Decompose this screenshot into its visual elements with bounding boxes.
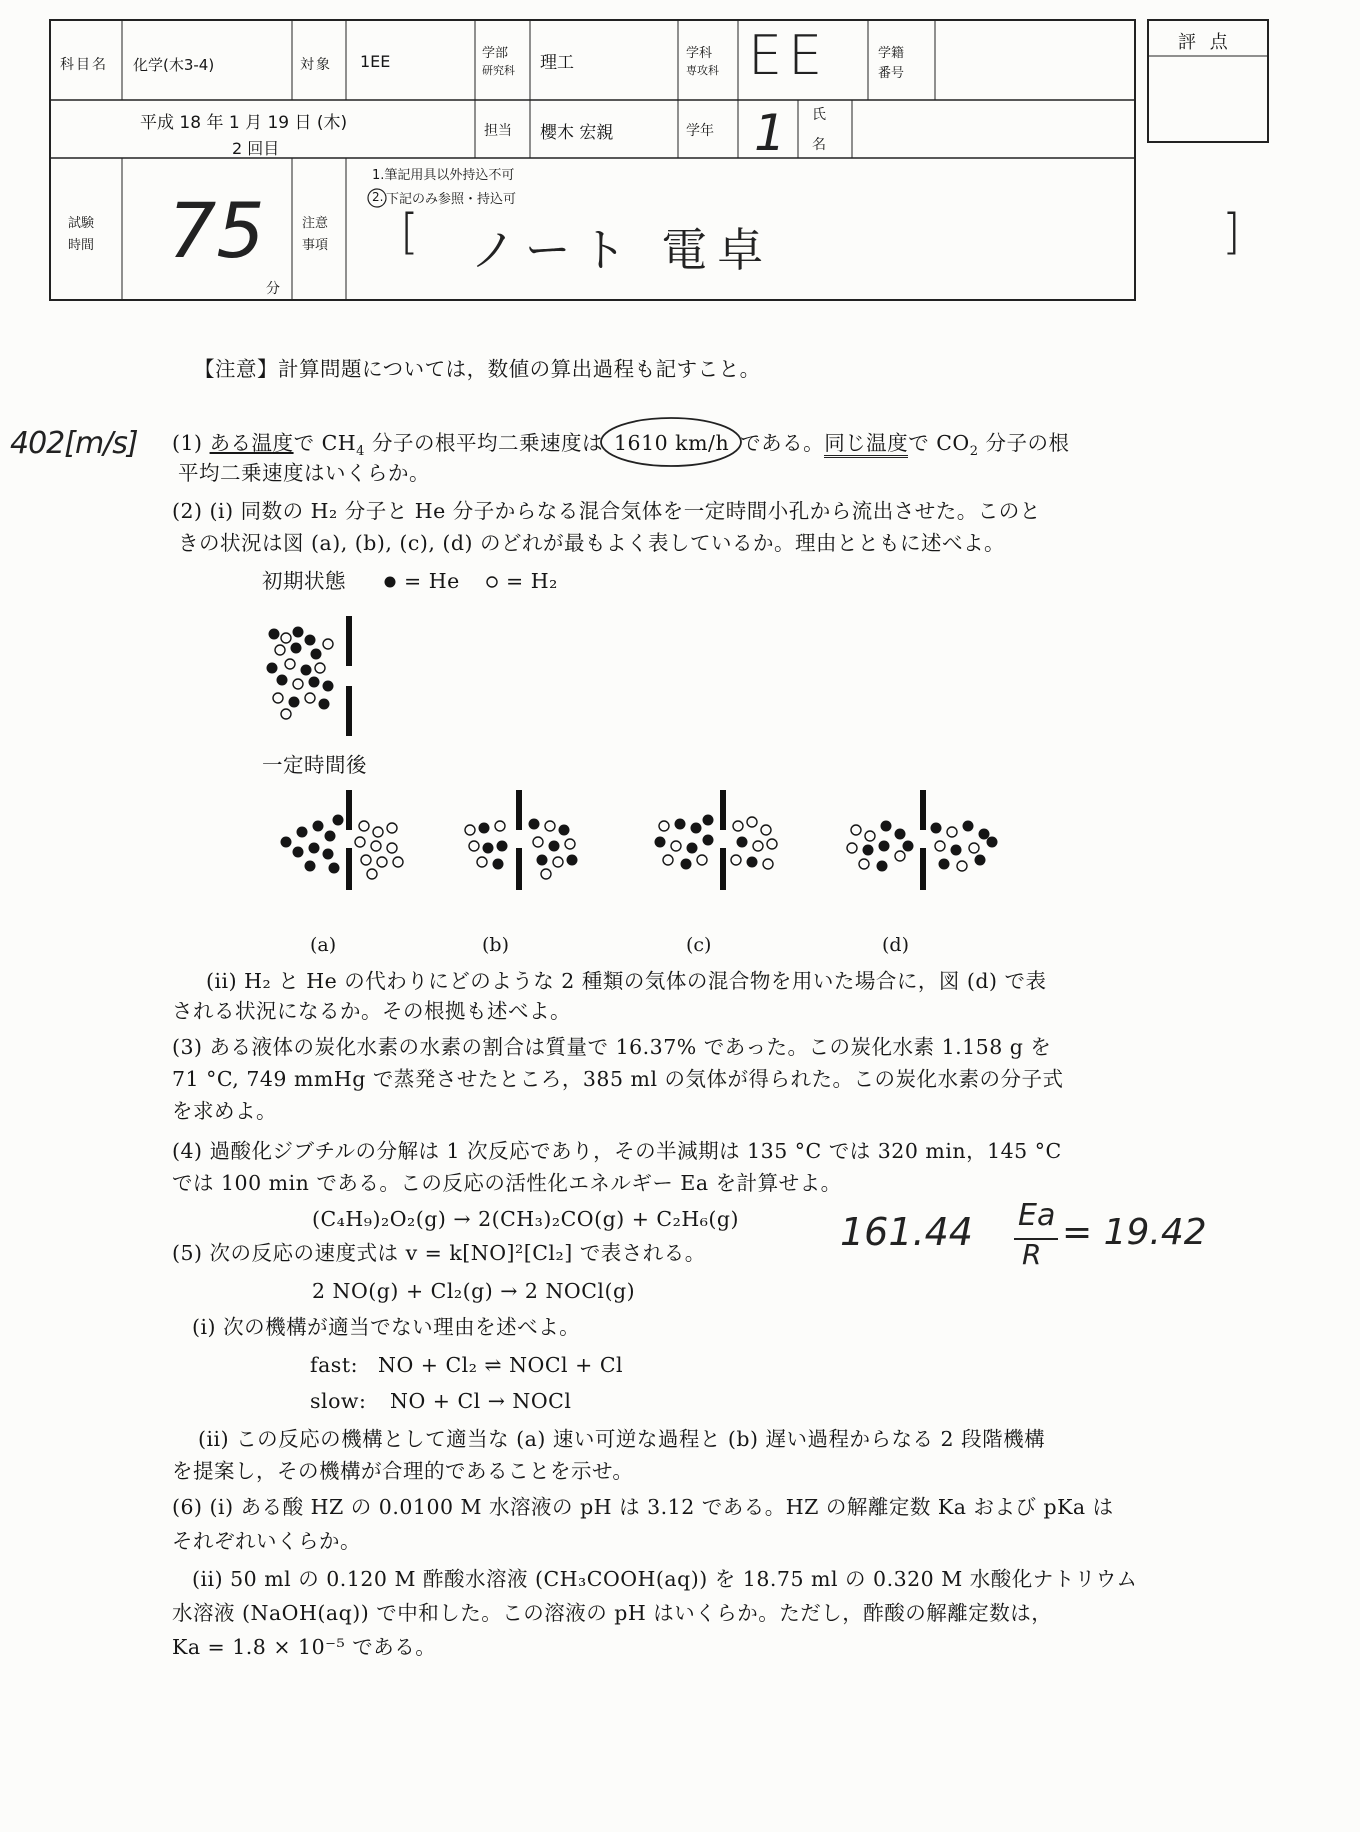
panel-d-figure xyxy=(836,790,1006,890)
h2-molecule xyxy=(285,659,295,669)
question-5-ii-line-2: を提案し，その機構が合理的であることを示せ。 xyxy=(172,1459,634,1483)
margin-note-handwritten: 402[m/s] xyxy=(10,426,138,461)
he-molecule xyxy=(881,821,892,832)
rule-1: 1.筆記用具以外持込不可 xyxy=(372,168,515,183)
question-5-ii-line-1: (ii) この反応の機構として適当な (a) 速い可逆な過程と (b) 遅い過程からなる 2 段階機構 xyxy=(198,1427,1046,1451)
he-molecule xyxy=(267,663,278,674)
notice: 【注意】計算問題については，数値の算出過程も記すこと。 xyxy=(194,357,761,381)
h2-molecule xyxy=(663,855,673,865)
he-molecule xyxy=(309,677,320,688)
question-6-line-1: (6) (i) ある酸 HZ の 0.0100 M 水溶液の pH は 3.12 である。HZ の解離定数 Ka および pKa は xyxy=(172,1495,1114,1519)
h2-molecule xyxy=(323,639,333,649)
he-molecule xyxy=(291,643,302,654)
question-2-ii-line-1: (ii) H₂ と He の代わりにどのような 2 種類の気体の混合物を用いた場合に，図 (d) で表 xyxy=(206,969,1047,993)
h2-molecule xyxy=(495,821,505,831)
he-molecule xyxy=(691,823,702,834)
h2-molecule xyxy=(275,645,285,655)
he-molecule xyxy=(311,649,322,660)
h2-molecule xyxy=(469,841,479,851)
question-2-line-2: きの状況は図 (a), (b), (c), (d) のどれが最もよく表しているか。理由とともに述べよ。 xyxy=(178,531,1006,555)
he-molecule xyxy=(305,635,316,646)
question-3-line-1: (3) ある液体の炭化水素の水素の割合は質量で 16.37% であった。この炭化水素 1.158 g を xyxy=(172,1035,1052,1059)
hw-ea-numerator: Ea xyxy=(1018,1198,1056,1233)
h2-molecule xyxy=(763,859,773,869)
h2-molecule xyxy=(671,841,681,851)
he-molecule xyxy=(963,821,974,832)
q1-underline-1: ある温度 xyxy=(209,431,294,455)
h2-molecule xyxy=(969,843,979,853)
he-molecule xyxy=(537,855,548,866)
question-4-equation: (C₄H₉)₂O₂(g) → 2(CH₃)₂CO(g) + C₂H₆(g) xyxy=(312,1207,740,1231)
h2-molecule xyxy=(273,693,283,703)
question-6-line-2: それぞれいくらか。 xyxy=(172,1529,361,1553)
he-molecule xyxy=(269,629,280,640)
panel-b-figure xyxy=(458,790,598,890)
h2-molecule xyxy=(361,855,371,865)
he-molecule xyxy=(939,859,950,870)
subject-value: 化学(木3-4) xyxy=(133,56,215,74)
slow-label: slow: xyxy=(310,1389,367,1413)
question-3-line-2: 71 °C, 749 mmHg で蒸発させたところ，385 ml の気体が得られた。この炭化水素の分子式 xyxy=(172,1067,1064,1091)
he-molecule xyxy=(863,845,874,856)
he-molecule xyxy=(281,837,292,848)
h2-molecule xyxy=(377,857,387,867)
time-handwritten: 75 xyxy=(168,186,265,275)
h2-molecule xyxy=(545,821,555,831)
question-3-line-3: を求めよ。 xyxy=(172,1099,277,1123)
instructor-name: 櫻木 宏親 xyxy=(540,123,614,143)
faculty-value: 理工 xyxy=(540,53,574,73)
h2-molecule xyxy=(733,821,743,831)
he-molecule xyxy=(497,841,508,852)
subject-label: 科目名 xyxy=(60,57,108,73)
panel-a-label: (a) xyxy=(310,934,337,956)
fast-equation: NO + Cl₂ ⇌ NOCl + Cl xyxy=(378,1353,624,1377)
panel-b-label: (b) xyxy=(482,934,509,956)
hw-answer-161: 161.44 xyxy=(840,1210,973,1254)
he-molecule xyxy=(567,855,578,866)
he-molecule xyxy=(687,843,698,854)
fast-label: fast: xyxy=(310,1353,358,1377)
panel-c-label: (c) xyxy=(686,934,712,956)
he-molecule xyxy=(313,821,324,832)
initial-state-figure xyxy=(258,614,368,744)
notes-label-2: 事項 xyxy=(302,238,329,253)
he-molecule xyxy=(529,819,540,830)
he-molecule xyxy=(301,665,312,676)
score-label: 評 点 xyxy=(1178,32,1232,53)
panel-c-figure xyxy=(646,790,786,890)
h2-molecule xyxy=(697,855,707,865)
he-molecule xyxy=(483,843,494,854)
question-1-line-1: (1) ある温度で $CH_4$ 分子の根平均二乗速度は 1610 km/h である。同じ温度で $CO_2$ 分子の根 xyxy=(172,428,1070,467)
panel-a-figure xyxy=(268,790,408,890)
legend-he-dot xyxy=(382,574,398,590)
h2-molecule xyxy=(359,821,369,831)
he-molecule xyxy=(879,841,890,852)
he-molecule xyxy=(675,819,686,830)
he-molecule xyxy=(903,841,914,852)
h2-molecule xyxy=(387,843,397,853)
instructor-label: 担当 xyxy=(484,123,512,139)
name-label: 氏 xyxy=(812,107,826,123)
question-4-line-1: (4) 過酸化ジブチルの分解は 1 次反応であり，その半減期は 135 °C では 320 min，145 °C xyxy=(172,1139,1062,1163)
he-molecule xyxy=(951,845,962,856)
question-5-line-1: (5) 次の反応の速度式は v = k[NO]²[Cl₂] で表される。 xyxy=(172,1241,706,1265)
faculty-label-2: 研究科 xyxy=(482,64,515,77)
he-molecule xyxy=(277,675,288,686)
time-label: 試験 xyxy=(68,216,95,231)
h2-molecule xyxy=(281,709,291,719)
he-molecule xyxy=(703,835,714,846)
he-molecule xyxy=(293,627,304,638)
h2-molecule xyxy=(565,839,575,849)
he-molecule xyxy=(681,859,692,870)
question-5-equation: 2 NO(g) + Cl₂(g) → 2 NOCl(g) xyxy=(312,1279,636,1303)
after-label: 一定時間後 xyxy=(262,753,367,777)
he-molecule xyxy=(289,697,300,708)
legend-h2-dot xyxy=(484,574,500,590)
time-label-2: 時間 xyxy=(68,238,95,253)
q1-underline-2: 同じ温度 xyxy=(824,431,908,458)
question-5-i-line: (i) 次の機構が適当でない理由を述べよ。 xyxy=(192,1315,581,1339)
he-molecule xyxy=(329,863,340,874)
h2-molecule xyxy=(293,679,303,689)
h2-molecule xyxy=(533,837,543,847)
h2-molecule xyxy=(747,817,757,827)
hw-answer-1942: = 19.42 xyxy=(1062,1212,1207,1253)
h2-molecule xyxy=(947,827,957,837)
allowed-items-handwritten: ノート 電卓 xyxy=(470,223,774,277)
he-molecule xyxy=(323,849,334,860)
exam-session: 2 回目 xyxy=(232,139,280,158)
he-molecule xyxy=(559,825,570,836)
he-molecule xyxy=(987,837,998,848)
h2-molecule xyxy=(761,825,771,835)
allowed-open-bracket: [ xyxy=(400,204,419,260)
he-molecule xyxy=(319,699,330,710)
he-molecule xyxy=(979,829,990,840)
he-molecule xyxy=(325,831,336,842)
h2-molecule xyxy=(895,851,905,861)
notes-label: 注意 xyxy=(302,216,329,231)
he-molecule xyxy=(493,859,504,870)
question-1-line-2: 平均二乗速度はいくらか。 xyxy=(178,461,430,485)
student-no-label-2: 番号 xyxy=(878,66,905,81)
target-label: 対象 xyxy=(300,57,332,73)
h2-molecule xyxy=(387,823,397,833)
legend-h2: = H₂ xyxy=(506,569,558,593)
h2-molecule xyxy=(315,663,325,673)
h2-molecule xyxy=(767,839,777,849)
he-molecule xyxy=(931,823,942,834)
he-molecule xyxy=(877,861,888,872)
h2-molecule xyxy=(465,825,475,835)
he-molecule xyxy=(895,829,906,840)
target-value: 1EE xyxy=(360,52,391,71)
h2-molecule xyxy=(851,825,861,835)
year-label: 学年 xyxy=(686,123,714,139)
h2-molecule xyxy=(393,857,403,867)
dept-label: 学科 xyxy=(686,46,713,61)
he-molecule xyxy=(323,681,334,692)
dept-label-2: 専攻科 xyxy=(686,64,719,77)
h2-molecule xyxy=(859,859,869,869)
h2-molecule xyxy=(305,693,315,703)
h2-molecule xyxy=(553,857,563,867)
time-unit: 分 xyxy=(266,281,280,297)
h2-molecule xyxy=(935,841,945,851)
rule-2: 下記のみ参照・持込可 xyxy=(386,192,517,207)
h2-molecule xyxy=(373,827,383,837)
allowed-close-bracket: ] xyxy=(1222,204,1241,260)
h2-molecule xyxy=(865,831,875,841)
q1-circled-value: 1610 km/h xyxy=(610,428,733,458)
he-molecule xyxy=(655,837,666,848)
h2-molecule xyxy=(477,857,487,867)
question-2-line-1: (2) (i) 同数の H₂ 分子と He 分子からなる混合気体を一定時間小孔から流出させた。このと xyxy=(172,499,1041,523)
legend-initial-state: 初期状態 xyxy=(262,569,346,593)
panel-d-label: (d) xyxy=(882,934,909,956)
exam-date: 平成 18 年 1 月 19 日 (木) xyxy=(140,113,348,133)
he-molecule xyxy=(333,815,344,826)
faculty-label: 学部 xyxy=(482,46,509,61)
he-molecule xyxy=(703,815,714,826)
question-6-ii-line-2: 水溶液 (NaOH(aq)) で中和した。この溶液の pH はいくらか。ただし，酢酸の解離定数は， xyxy=(172,1601,1053,1625)
year-handwritten: 1 xyxy=(754,104,786,162)
h2-molecule xyxy=(371,841,381,851)
h2-molecule xyxy=(659,821,669,831)
h2-molecule xyxy=(753,841,763,851)
he-molecule xyxy=(309,843,320,854)
dept-handwritten: EE xyxy=(748,24,829,87)
slow-equation: NO + Cl → NOCl xyxy=(390,1389,572,1413)
name-label-2: 名 xyxy=(812,137,826,153)
he-molecule xyxy=(297,827,308,838)
question-2-ii-line-2: される状況になるか。その根拠も述べよ。 xyxy=(172,999,571,1023)
he-molecule xyxy=(479,823,490,834)
he-molecule xyxy=(975,855,986,866)
he-molecule xyxy=(305,861,316,872)
question-6-ii-line-1: (ii) 50 ml の 0.120 M 酢酸水溶液 (CH₃COOH(aq)) を 18.75 ml の 0.320 M 水酸化ナトリウム xyxy=(192,1567,1138,1591)
he-molecule xyxy=(549,841,560,852)
question-6-ii-line-3: Ka = 1.8 × 10⁻⁵ である。 xyxy=(172,1635,437,1659)
h2-molecule xyxy=(957,861,967,871)
h2-molecule xyxy=(355,837,365,847)
h2-molecule xyxy=(541,869,551,879)
h2-molecule xyxy=(731,855,741,865)
h2-molecule xyxy=(281,633,291,643)
he-molecule xyxy=(737,837,748,848)
rule-2-number: 2. xyxy=(372,190,384,204)
he-molecule xyxy=(747,857,758,868)
h2-molecule xyxy=(367,869,377,879)
question-4-line-2: では 100 min である。この反応の活性化エネルギー Ea を計算せよ。 xyxy=(172,1171,842,1195)
student-no-label: 学籍 xyxy=(878,46,905,61)
h2-molecule xyxy=(847,843,857,853)
he-molecule xyxy=(293,847,304,858)
legend-he: = He xyxy=(404,569,460,593)
hw-r-denominator: R xyxy=(1022,1238,1042,1271)
